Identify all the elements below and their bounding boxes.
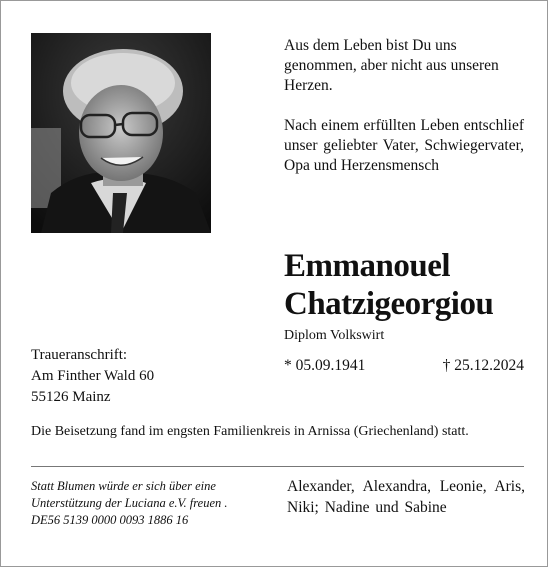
- last-name: Chatzigeorgiou: [284, 286, 494, 322]
- life-dates: [284, 357, 524, 375]
- mourning-address: [31, 345, 154, 408]
- address-label: Traueranschrift:: [31, 347, 128, 363]
- poem-paragraph-1: Aus dem Leben bist Du uns genommen, aber nicht aus unseren Herzen.: [284, 37, 499, 94]
- deceased-name: [284, 247, 534, 323]
- birth-date: * 05.09.1941: [284, 357, 366, 374]
- donation-line-1: Statt Blumen würde er sich über eine: [31, 479, 216, 493]
- poem-text: [284, 36, 524, 196]
- burial-notice: Die Beisetzung fand im engsten Familienkreis in Arnissa (Griechenland) statt.: [31, 424, 469, 439]
- portrait-image: [31, 33, 211, 233]
- portrait-photo: [31, 33, 211, 233]
- donation-iban: DE56 5139 0000 0093 1886 16: [31, 513, 189, 527]
- family-signatures: Alexander, Alexandra, Leonie, Aris, Niki; Nadine und Sabine: [287, 478, 525, 516]
- deceased-title: Diplom Volkswirt: [284, 328, 385, 343]
- first-name: Emmanouel: [284, 248, 451, 284]
- divider: [31, 466, 524, 467]
- death-date: † 25.12.2024: [442, 357, 524, 374]
- donation-request: [31, 478, 261, 529]
- poem-paragraph-2: Nach einem erfüllten Leben entschlief unser geliebter Vater, Schwiegervater, Opa und Herzensmensch: [284, 117, 524, 174]
- address-street: Am Finther Wald 60: [31, 368, 155, 384]
- address-city: 55126 Mainz: [31, 389, 111, 405]
- donation-line-2: Unterstützung der Luciana e.V. freuen .: [31, 496, 228, 510]
